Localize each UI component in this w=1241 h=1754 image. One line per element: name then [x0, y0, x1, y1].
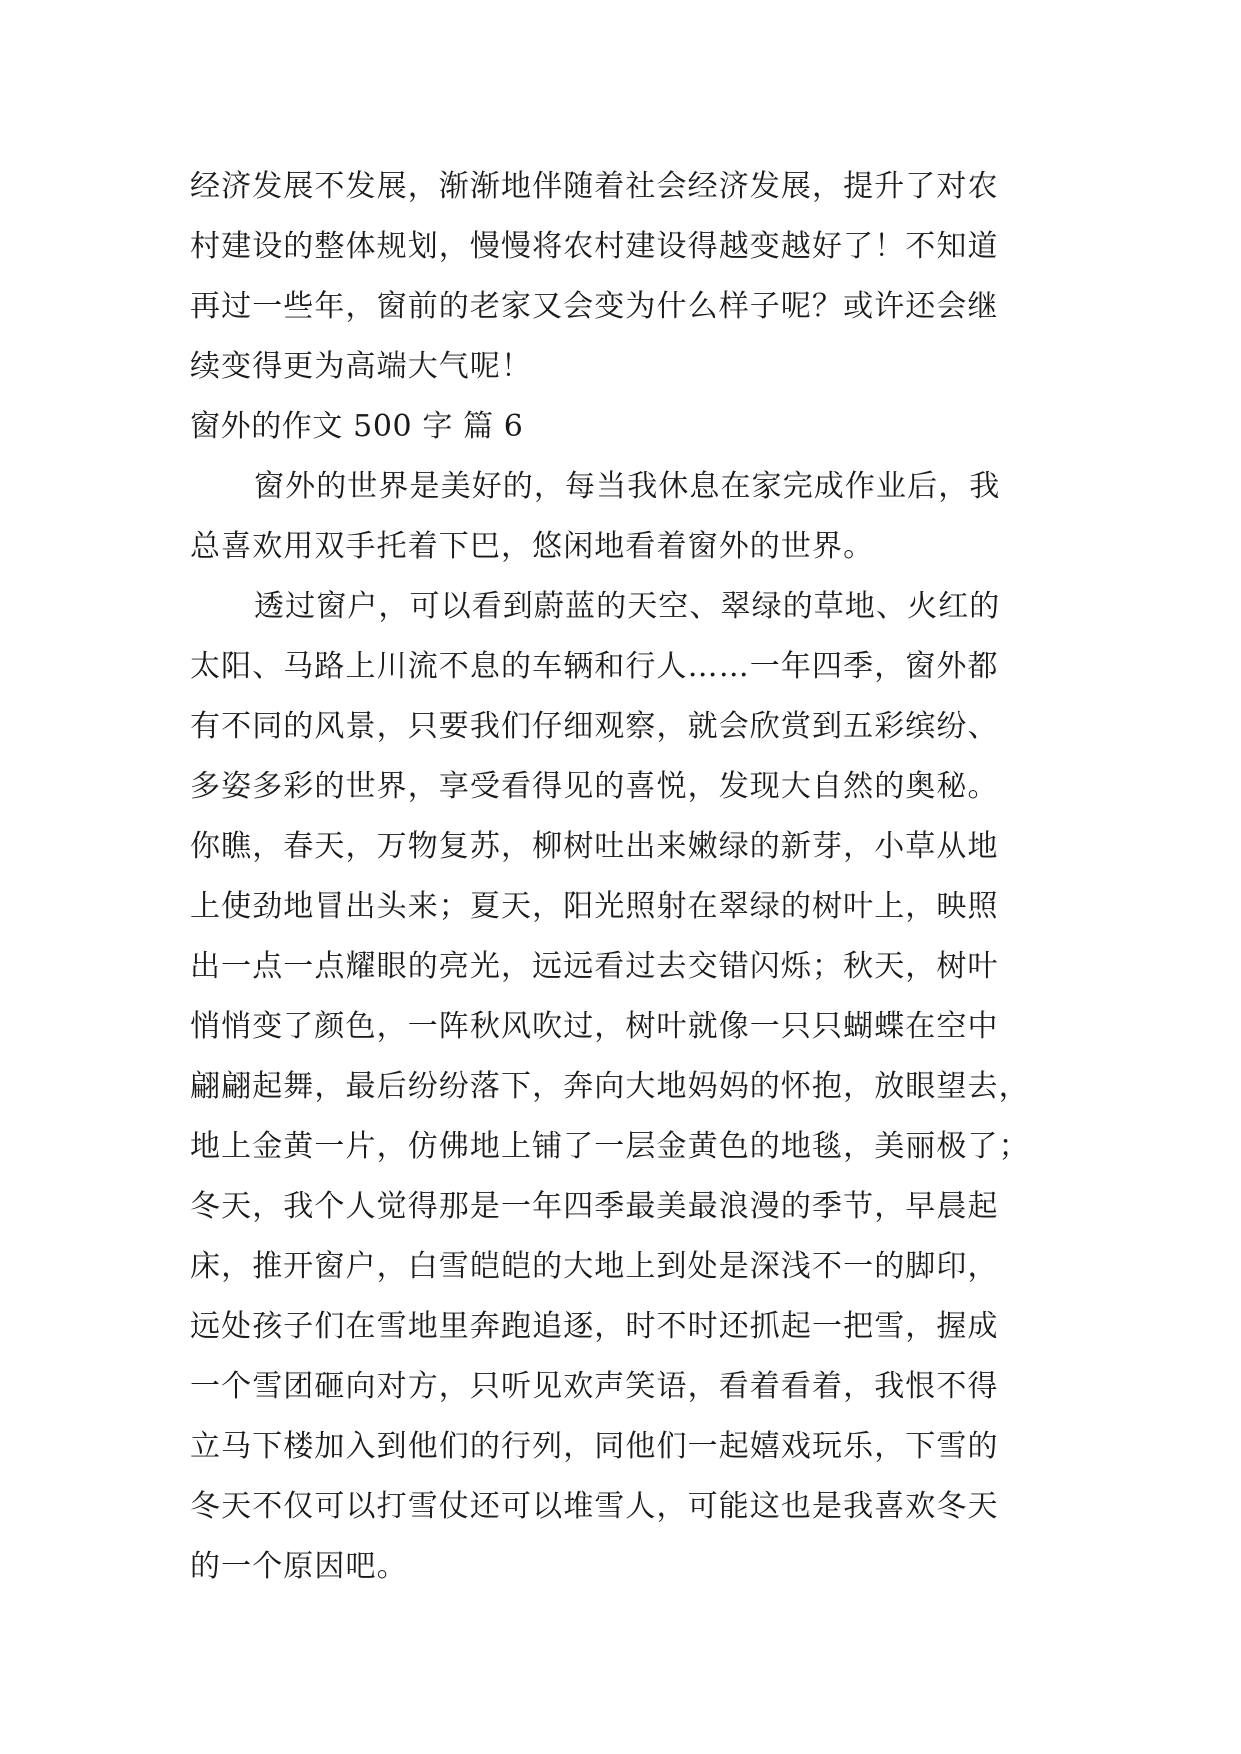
paragraph-1	[190, 457, 1060, 577]
paragraph-2	[190, 577, 1060, 1597]
text-line: 太阳、马路上川流不息的车辆和行人……一年四季，窗外都	[190, 649, 999, 684]
text-line: 续变得更为高端大气呢！	[190, 349, 533, 384]
text-line: 总喜欢用双手托着下巴，悠闲地看着窗外的世界。	[190, 529, 875, 564]
continuation-paragraph	[190, 157, 1060, 397]
text-line: 多姿多彩的世界，享受看得见的喜悦，发现大自然的奥秘。	[190, 769, 999, 804]
text-line: 冬天，我个人觉得那是一年四季最美最浪漫的季节，早晨起	[190, 1189, 999, 1224]
text-line: 上使劲地冒出头来；夏天，阳光照射在翠绿的树叶上，映照	[190, 889, 999, 924]
section-heading: 窗外的作文 500 字 篇 6	[190, 409, 524, 444]
text-line: 翩翩起舞，最后纷纷落下，奔向大地妈妈的怀抱，放眼望去，	[190, 1069, 1030, 1104]
text-line: 一个雪团砸向对方，只听见欢声笑语，看着看着，我恨不得	[190, 1369, 999, 1404]
text-line: 远处孩子们在雪地里奔跑追逐，时不时还抓起一把雪，握成	[190, 1309, 999, 1344]
text-line: 出一点一点耀眼的亮光，远远看过去交错闪烁；秋天，树叶	[190, 949, 999, 984]
text-line: 再过一些年，窗前的老家又会变为什么样子呢？或许还会继	[190, 289, 999, 324]
text-line: 村建设的整体规划，慢慢将农村建设得越变越好了！不知道	[190, 229, 999, 264]
text-line: 冬天不仅可以打雪仗还可以堆雪人，可能这也是我喜欢冬天	[190, 1489, 999, 1524]
text-line: 床，推开窗户，白雪皑皑的大地上到处是深浅不一的脚印，	[190, 1249, 999, 1284]
text-line: 地上金黄一片，仿佛地上铺了一层金黄色的地毯，美丽极了；	[190, 1129, 1030, 1164]
text-line: 窗外的世界是美好的，每当我休息在家完成作业后，我	[254, 469, 1001, 504]
text-line: 透过窗户，可以看到蔚蓝的天空、翠绿的草地、火红的	[254, 589, 1001, 624]
text-line: 经济发展不发展，渐渐地伴随着社会经济发展，提升了对农	[190, 169, 999, 204]
text-line: 有不同的风景，只要我们仔细观察，就会欣赏到五彩缤纷、	[190, 709, 999, 744]
text-line: 你瞧，春天，万物复苏，柳树吐出来嫩绿的新芽，小草从地	[190, 829, 999, 864]
text-line: 悄悄变了颜色，一阵秋风吹过，树叶就像一只只蝴蝶在空中	[190, 1009, 999, 1044]
text-line: 立马下楼加入到他们的行列，同他们一起嬉戏玩乐，下雪的	[190, 1429, 999, 1464]
text-line: 的一个原因吧。	[190, 1549, 408, 1584]
document-body	[190, 157, 1060, 1597]
